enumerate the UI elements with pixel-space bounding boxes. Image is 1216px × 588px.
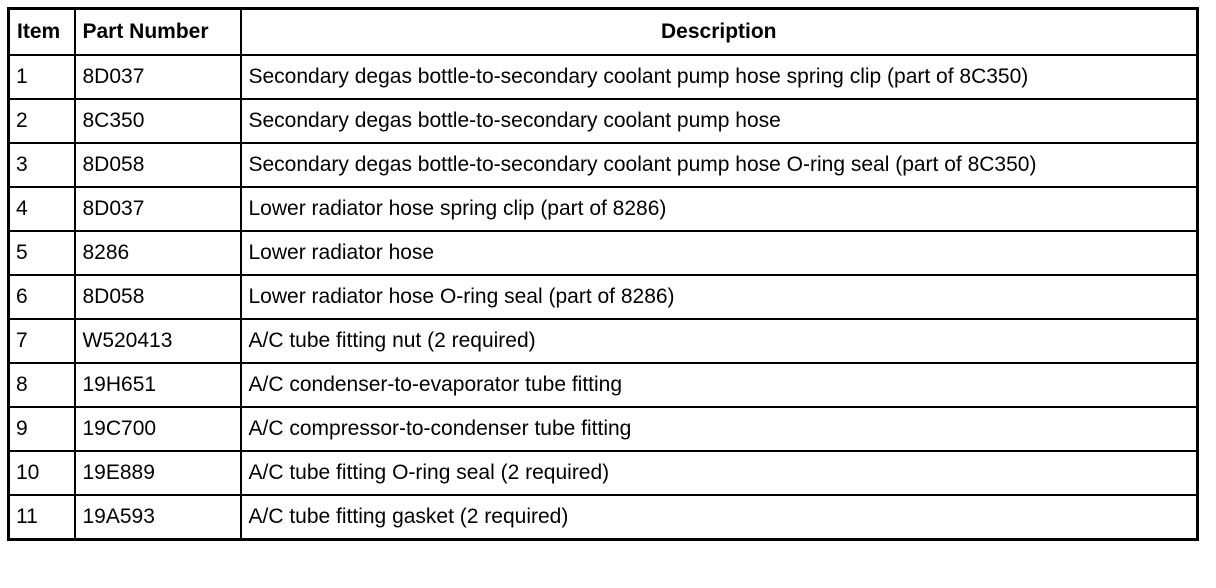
table-row — [9, 363, 1198, 407]
parts-table — [7, 7, 1199, 541]
table-row — [9, 451, 1198, 495]
cell-description: A/C compressor-to-condenser tube fitting — [241, 407, 1198, 451]
cell-description: Secondary degas bottle-to-secondary coolant pump hose spring clip (part of 8C350) — [241, 55, 1198, 99]
cell-description: A/C condenser-to-evaporator tube fitting — [241, 363, 1198, 407]
cell-description: Lower radiator hose spring clip (part of 8286) — [241, 187, 1198, 231]
table-row — [9, 99, 1198, 143]
table-row — [9, 143, 1198, 187]
cell-description: A/C tube fitting nut (2 required) — [241, 319, 1198, 363]
table-row — [9, 319, 1198, 363]
cell-item: 10 — [9, 451, 75, 495]
cell-part-number: 19A593 — [75, 495, 241, 540]
table-body — [9, 55, 1198, 540]
table-row — [9, 187, 1198, 231]
cell-part-number: 19C700 — [75, 407, 241, 451]
cell-description: A/C tube fitting O-ring seal (2 required) — [241, 451, 1198, 495]
cell-description: Lower radiator hose O-ring seal (part of 8286) — [241, 275, 1198, 319]
table-row — [9, 231, 1198, 275]
cell-item: 2 — [9, 99, 75, 143]
cell-part-number: W520413 — [75, 319, 241, 363]
cell-item: 1 — [9, 55, 75, 99]
table-row — [9, 495, 1198, 540]
cell-part-number: 19E889 — [75, 451, 241, 495]
cell-item: 11 — [9, 495, 75, 540]
cell-description: Lower radiator hose — [241, 231, 1198, 275]
cell-part-number: 8286 — [75, 231, 241, 275]
cell-part-number: 8D058 — [75, 275, 241, 319]
cell-description: Secondary degas bottle-to-secondary coolant pump hose — [241, 99, 1198, 143]
cell-description: A/C tube fitting gasket (2 required) — [241, 495, 1198, 540]
cell-item: 8 — [9, 363, 75, 407]
table-row — [9, 275, 1198, 319]
cell-item: 6 — [9, 275, 75, 319]
cell-part-number: 8D037 — [75, 55, 241, 99]
header-item: Item — [9, 9, 75, 56]
cell-part-number: 8D037 — [75, 187, 241, 231]
cell-item: 7 — [9, 319, 75, 363]
table-row — [9, 55, 1198, 99]
table-row — [9, 407, 1198, 451]
cell-part-number: 19H651 — [75, 363, 241, 407]
cell-item: 3 — [9, 143, 75, 187]
header-part-number: Part Number — [75, 9, 241, 56]
header-description: Description — [241, 9, 1198, 56]
cell-part-number: 8C350 — [75, 99, 241, 143]
cell-description: Secondary degas bottle-to-secondary coolant pump hose O-ring seal (part of 8C350) — [241, 143, 1198, 187]
table-header-row — [9, 9, 1198, 56]
cell-item: 5 — [9, 231, 75, 275]
cell-item: 9 — [9, 407, 75, 451]
cell-part-number: 8D058 — [75, 143, 241, 187]
cell-item: 4 — [9, 187, 75, 231]
